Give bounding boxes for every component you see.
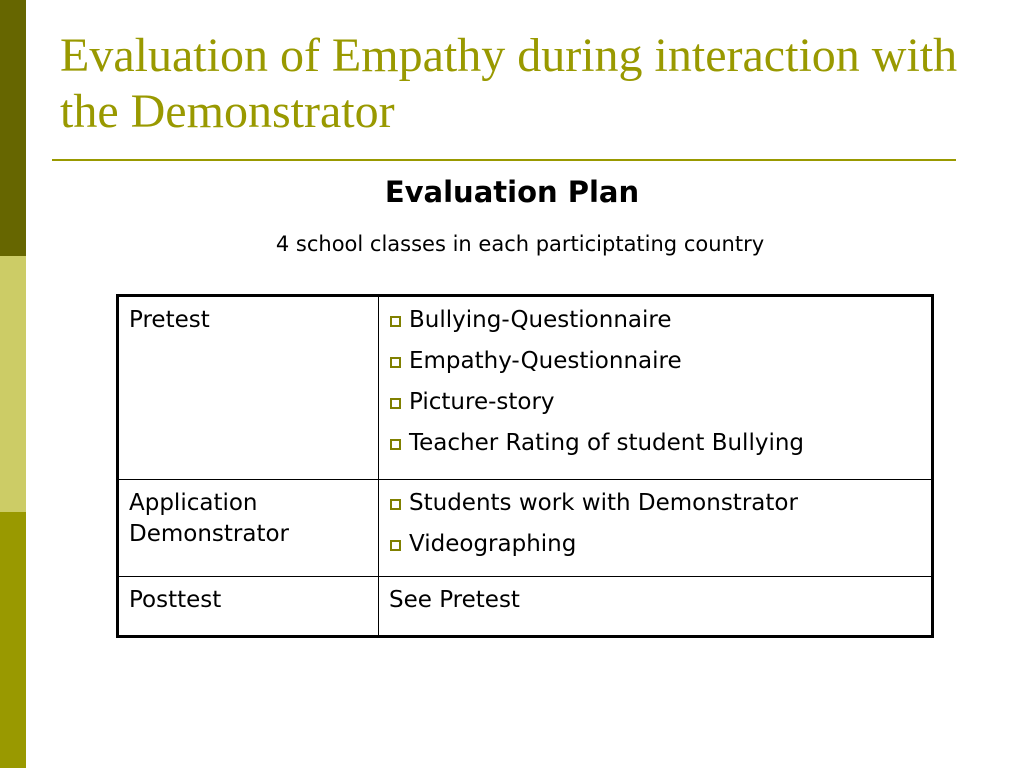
title-divider xyxy=(52,159,956,161)
sidebar-light-band xyxy=(0,256,26,512)
bullet-list xyxy=(389,488,921,560)
sidebar-olive-band xyxy=(0,512,26,768)
list-item xyxy=(389,428,921,459)
activities-cell: See Pretest xyxy=(379,577,933,637)
list-item xyxy=(389,305,921,336)
sidebar-dark-band xyxy=(0,0,26,256)
list-item xyxy=(389,387,921,418)
evaluation-plan-heading: Evaluation Plan xyxy=(384,175,640,209)
list-item-label: Bullying-Questionnaire xyxy=(409,307,672,333)
list-item-label: Empathy-Questionnaire xyxy=(409,348,682,374)
list-item-label: Picture-story xyxy=(409,389,555,415)
list-item-label: Videographing xyxy=(409,531,577,557)
square-bullet-icon xyxy=(390,357,401,368)
phase-cell: Application Demonstrator xyxy=(118,480,379,577)
list-item xyxy=(389,488,921,519)
classes-note: 4 school classes in each participtating country xyxy=(275,232,765,256)
phase-cell: Pretest xyxy=(118,296,379,480)
slide-title: Evaluation of Empathy during interaction with the Demonstrator xyxy=(60,29,958,138)
list-item-label: Students work with Demonstrator xyxy=(409,490,798,516)
list-item xyxy=(389,529,921,560)
square-bullet-icon xyxy=(390,439,401,450)
square-bullet-icon xyxy=(390,499,401,510)
bullet-list xyxy=(389,305,921,459)
activities-cell xyxy=(379,480,933,577)
square-bullet-icon xyxy=(390,316,401,327)
phase-cell: Posttest xyxy=(118,577,379,637)
activities-cell xyxy=(379,296,933,480)
table-row-application xyxy=(118,480,933,577)
square-bullet-icon xyxy=(390,540,401,551)
list-item-label: Teacher Rating of student Bullying xyxy=(409,430,805,456)
evaluation-plan-table xyxy=(116,294,934,638)
square-bullet-icon xyxy=(390,398,401,409)
table-row-posttest xyxy=(118,577,933,637)
list-item xyxy=(389,346,921,377)
table-row-pretest xyxy=(118,296,933,480)
